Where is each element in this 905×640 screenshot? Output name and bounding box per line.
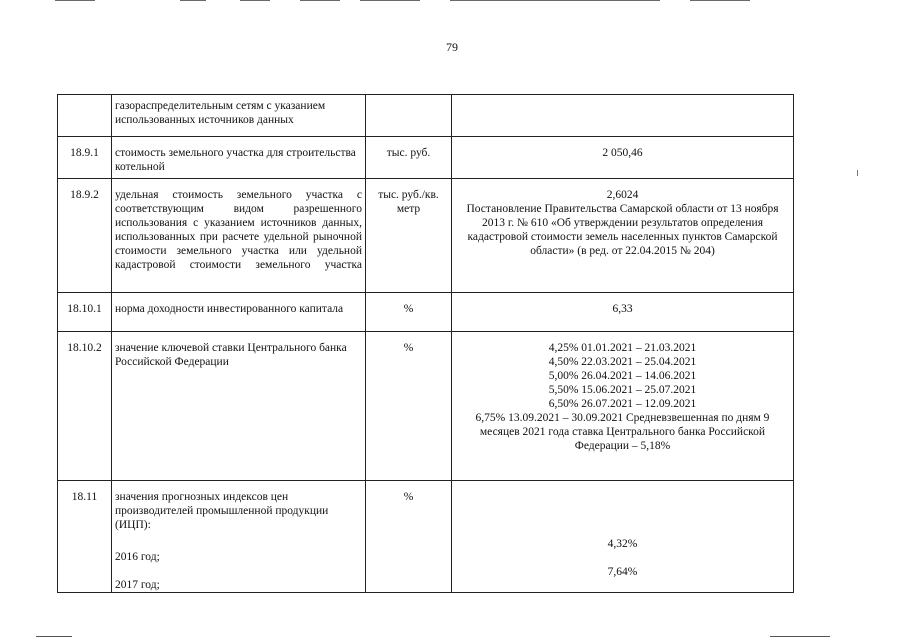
row-number: 18.9.1 [58,137,112,179]
value-cell [452,95,794,137]
table-row [58,179,794,293]
unit-cell: % [366,332,452,481]
scan-mark [770,636,830,637]
key-rate-period: 5,50% 15.06.2021 – 25.07.2021 [548,384,697,396]
forecast-index-value: 4,32% [607,538,638,550]
parameter-name-text: газораспределительным сетям с указанием использованных источников данных [115,100,326,126]
scan-mark [55,0,95,1]
unit-cell: тыс. руб./кв. метр [366,179,452,293]
value-cell [452,332,794,481]
unit-cell: тыс. руб. [366,137,452,179]
parameter-name-text: значения прогнозных индексов цен производителей промышленной продукции (ИЦП): [115,491,329,531]
forecast-year: 2016 год; [115,551,160,563]
parameter-name: удельная стоимость земельного участка с соответствующим видом разрешенного использования с указанием источников данных, использованных при расчете удельной рыночной стоимости земельного участка или удельной кадастровой стоимости земельного участка [112,179,366,293]
scan-mark [360,0,420,1]
unit-cell [366,95,452,137]
scan-mark [240,0,270,1]
unit-cell: % [366,481,452,593]
key-rate-weighted-average: 6,75% 13.09.2021 – 30.09.2021 Средневзвешенная по дням 9 месяцев 2021 года ставка Центрального банка Российской Федерации – 5,18% [475,412,770,452]
forecast-index-value: 7,64% [607,566,638,578]
scan-mark [690,0,750,1]
scan-mark [300,0,340,1]
table-row [58,293,794,332]
table-row [58,137,794,179]
row-number: 18.9.2 [58,179,112,293]
value-cell: 2 050,46 [452,137,794,179]
scan-mark [450,0,660,1]
scan-mark [180,0,206,1]
key-rate-period: 6,50% 26.07.2021 – 12.09.2021 [548,398,697,410]
table-row [58,332,794,481]
row-number: 18.11 [58,481,112,593]
scan-edge-marks [0,0,905,3]
value-cell [452,179,794,293]
tariff-parameters-table [57,94,794,593]
value-main: 2,6024 [606,189,639,201]
key-rate-period: 5,00% 26.04.2021 – 14.06.2021 [548,370,697,382]
value-cell: 6,33 [452,293,794,332]
forecast-year: 2017 год; [115,579,160,591]
parameter-name: стоимость земельного участка для строительства котельной [112,137,366,179]
parameter-name: норма доходности инвестированного капитала [112,293,366,332]
table-row [58,481,794,593]
row-number [58,95,112,137]
margin-mark [857,170,858,176]
parameter-name [112,481,366,593]
scan-mark [36,636,72,637]
value-source-note: Постановление Правительства Самарской области от 13 ноября 2013 г. № 610 «Об утверждении результатов определения кадастровой стоимости земель населенных пунктов Самарской области» (в ред. от 22.04.2015 № 204) [466,203,779,257]
parameter-name [112,95,366,137]
page-number: 79 [446,40,458,54]
value-cell [452,481,794,593]
row-number: 18.10.1 [58,293,112,332]
row-number: 18.10.2 [58,332,112,481]
key-rate-period: 4,50% 22.03.2021 – 25.04.2021 [548,356,697,368]
parameter-name: значение ключевой ставки Центрального банка Российской Федерации [112,332,366,481]
table-row [58,95,794,137]
unit-cell: % [366,293,452,332]
key-rate-period: 4,25% 01.01.2021 – 21.03.2021 [548,342,697,354]
